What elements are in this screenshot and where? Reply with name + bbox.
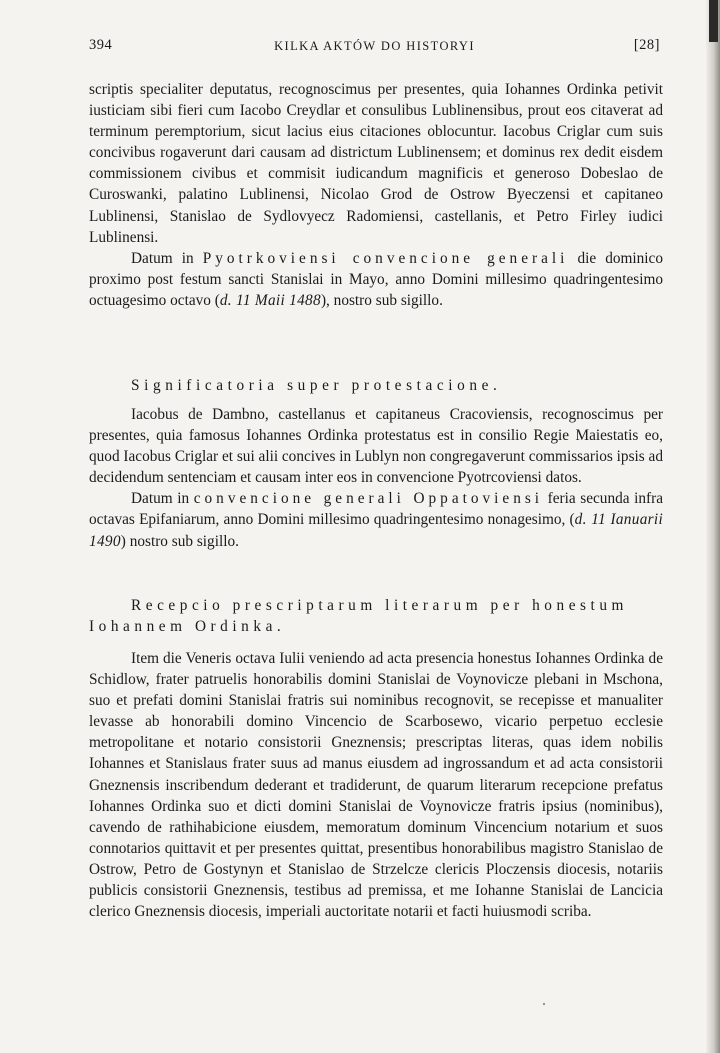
dating-text: Datum in [131, 249, 203, 267]
text-block-2 [89, 404, 663, 552]
dating-place: Pyotrkoviensi convencione generali [202, 249, 569, 267]
dating-text: ) nostro sub sigillo. [120, 532, 239, 550]
section-heading: Recepcio prescriptarum literarum per honestum Iohannem Ordinka. [89, 597, 628, 635]
dating-paragraph [89, 488, 663, 551]
scan-edge-shadow [706, 0, 720, 1053]
page-header [89, 37, 660, 61]
dating-text: Datum in [131, 490, 194, 508]
page-speck [543, 1003, 545, 1005]
dating-text: feria secunda infra octavas Epifaniarum, anno Domini millesimo quadringentesimo nonagesimo, ( [89, 490, 664, 529]
paragraph: scriptis specialiter deputatus, recognoscimus per presentes, quia Iohannes Ordinka petivit iusticiam sibi fieri cum Iacobo Creydlar et consulibus Lublinensibus, prout eos citaverat ad terminum peremptorium, sicut lacius eius citaciones oblocuntur. Iacobus Criglar cum suis concivibus rogaverunt dari causam ad districtum Lublinensem; et dominus rex dedit eisdem commissionem civibus et commisit iudicandum magnificis et generoso Dobeslao de Curoswanki, palatino Lublinensi, Nicolao Grod de Ostrow Byeczensi et capitaneo Lublinensi, Stanislao de Sydlovyecz Radomiensi, castellanis, et Petro Firley iudici Lublinensi. [89, 81, 663, 246]
page-number: 394 [89, 37, 113, 53]
section-heading: Significatoria super protestacione. [131, 377, 502, 394]
document-number: [28] [633, 37, 660, 53]
paragraph: Iacobus de Dambno, castellanus et capitaneus Cracoviensis, recognoscimus per presentes, quia famosus Iohannes Ordinka protestatus est in consilio Regie Maiestatis eo, quod Iacobus Criglar et sui alii concives in Lublyn non congregaverunt commissarios ipsis ad decidendum sentenciam et causam inter eos in convencione Pyotrcoviensi datos. [89, 406, 663, 487]
dating-paragraph [89, 248, 663, 311]
text-block-1 [89, 79, 663, 311]
dating-place: convencione generali Oppatoviensi [193, 490, 544, 508]
date-annotation: d. 11 Ianuarii 1490 [89, 511, 664, 550]
scan-edge-mark [709, 0, 718, 42]
dating-text: ), nostro sub sigillo. [320, 291, 443, 309]
paragraph: Item die Veneris octava Iulii veniendo ad acta presencia honestus Iohannes Ordinka de Schidlow, frater patruelis honorabilis domini Stanislai de Voynovicze plebani in Mschona, suo et prefati domini Stanislai fratris sui nominibus recognovit, se recepisse et manualiter levasse ab honorabili domino Vincencio de Scarbosewo, vicario perpetuo ecclesie metropolitane et notario consistorii Gneznensis; prescriptas literas, quas idem nobilis Iohannes et Stanislaus frater suus ad manus eiusdem ad ingrossandum et ad acta consistorii Gneznensis inscribendum dederant et tradiderunt, de quarum literarum recepcione prefatus Iohannes Ordinka suo et dicti domini Stanislai de Voynovicze fratris ipsius (nominibus), cavendo de rathihabicione eiusdem, memoratum dominum Vincencium notarium et suos connotarios quittavit et per presentes quittat, presentibus honorabilibus magistro Stanislao de Ostrow, Petro de Gostynyn et Stanislao de Strzelcze clericis Ploczensis diocesis, notariis publicis consistorii Gneznensis, testibus ad premissa, et me Iohanne Stanislai de Lancicia clerico Gneznensis diocesis, imperiali auctoritate notarii et facti huiusmodi scriba. [89, 650, 663, 921]
text-block-3 [89, 648, 663, 922]
date-annotation: d. 11 Maii 1488 [219, 291, 321, 309]
running-title: KILKA AKTÓW DO HISTORYI [274, 39, 475, 53]
dating-text: die dominico proximo post festum sancti Stanislai in Mayo, anno Domini millesimo quadringentesimo octuagesimo octavo ( [89, 249, 663, 309]
